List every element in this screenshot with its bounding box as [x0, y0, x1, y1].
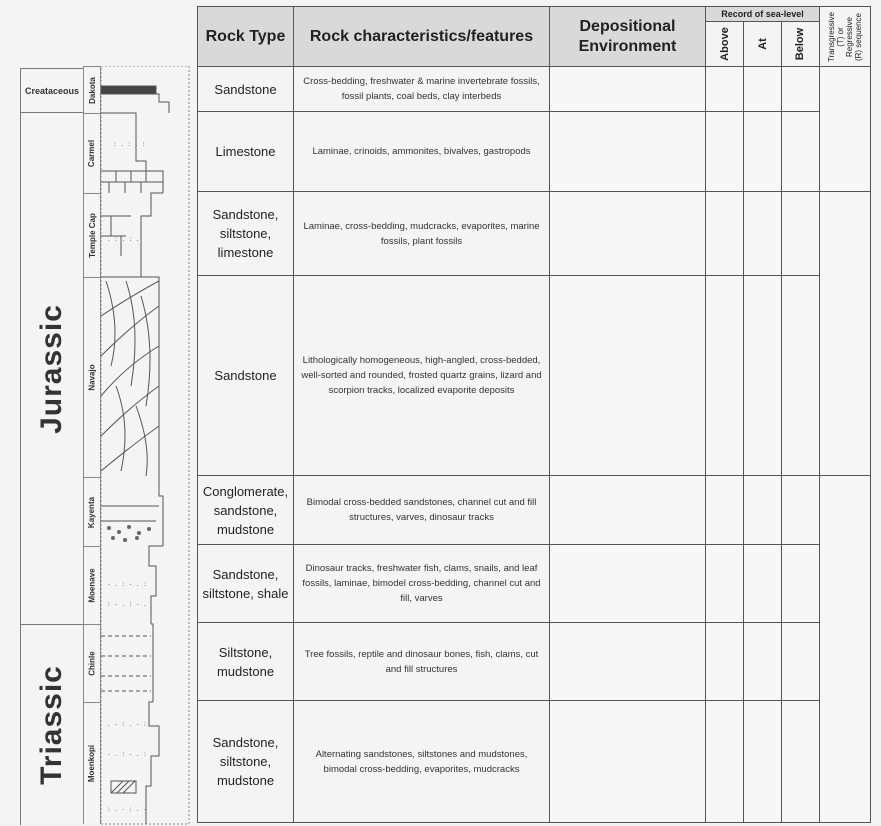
formation-moenave-label: Moenave — [87, 568, 97, 603]
features-cell — [294, 623, 550, 701]
formation-carmel-label: Carmel — [87, 139, 97, 168]
sea-level-above-cell[interactable] — [706, 192, 744, 276]
rock-type-text: Sandstone — [214, 368, 277, 383]
period-cretaceous — [20, 68, 83, 113]
sea-level-below-cell[interactable] — [782, 701, 820, 823]
sea-level-below-cell[interactable] — [782, 67, 820, 112]
environment-input-cell[interactable] — [550, 545, 706, 623]
rock-type-cell — [198, 476, 294, 545]
svg-text:. : . : .: . : . : . — [107, 236, 140, 243]
environment-input-cell[interactable] — [550, 623, 706, 701]
rock-type-text: mudstone — [216, 521, 275, 537]
features-text: fossils, laminae, bimodel cross-bedding, channel cut and — [302, 578, 541, 589]
svg-text:: . - : . -: : . - : . - — [107, 806, 147, 813]
sea-level-at-cell[interactable] — [744, 623, 782, 701]
sea-level-below-cell[interactable] — [782, 545, 820, 623]
header-sea-level: Record of sea-level — [706, 7, 820, 22]
environment-input-cell[interactable] — [550, 192, 706, 276]
formation-moenkopi — [83, 702, 101, 824]
header-below-label: Below — [794, 27, 807, 61]
sea-level-at-cell[interactable] — [744, 112, 782, 192]
sea-level-at-cell[interactable] — [744, 192, 782, 276]
svg-text:: . : . :: : . : . : — [113, 141, 146, 148]
features-cell — [294, 276, 550, 476]
features-text: Laminae, crinoids, ammonites, bivalves, gastropods — [312, 146, 531, 157]
rock-type-cell — [198, 545, 294, 623]
period-jurassic — [20, 112, 83, 625]
stratigraphy-table — [197, 6, 871, 823]
rock-type-text: Sandstone, — [212, 735, 279, 750]
sea-level-above-cell[interactable] — [706, 476, 744, 545]
rock-type-cell — [198, 192, 294, 276]
features-cell — [294, 545, 550, 623]
formation-temple-cap — [83, 193, 101, 277]
rock-type-text: limestone — [217, 245, 274, 260]
environment-input-cell[interactable] — [550, 276, 706, 476]
sequence-cell[interactable] — [820, 192, 871, 476]
header-features: Rock characteristics/features — [294, 7, 550, 67]
formation-kayenta — [83, 477, 101, 546]
sea-level-above-cell[interactable] — [706, 67, 744, 112]
svg-text:: - . : - .: : - . : - . — [107, 601, 147, 608]
sea-level-at-cell[interactable] — [744, 545, 782, 623]
rock-type-text: Sandstone, — [212, 207, 279, 222]
features-text: fill, varves — [400, 593, 443, 604]
sea-level-at-cell[interactable] — [744, 701, 782, 823]
features-text: Cross-bedding, freshwater & marine invertebrate fossils, — [303, 76, 540, 87]
table-row — [198, 545, 871, 623]
svg-text:- . : - . :: - . : - . : — [107, 581, 147, 588]
formation-temple-cap-label: Temple Cap — [87, 213, 97, 258]
features-cell — [294, 112, 550, 192]
period-triassic — [20, 624, 83, 825]
formation-dakota — [83, 66, 101, 113]
features-cell — [294, 67, 550, 112]
features-cell — [294, 701, 550, 823]
formation-chinle — [83, 624, 101, 702]
table-row — [198, 476, 871, 545]
features-text: bimodal cross-bedding, evaporites, mudcracks — [323, 763, 520, 775]
environment-input-cell[interactable] — [550, 476, 706, 545]
features-text: structures, varves, dinosaur tracks — [349, 512, 494, 523]
features-text: Dinosaur tracks, freshwater fish, clams, snails, and leaf — [305, 563, 538, 574]
formation-chinle-label: Chinle — [87, 651, 97, 676]
svg-text:. - : . - :: . - : . - : — [107, 721, 147, 728]
features-cell — [294, 476, 550, 545]
sea-level-at-cell[interactable] — [744, 276, 782, 476]
header-sequence-line-1: Transgressive — [826, 11, 836, 62]
header-sequence-line-2: (T) or — [835, 26, 845, 47]
formation-moenave — [83, 546, 101, 624]
header-environment: Depositional Environment — [550, 7, 706, 67]
features-cell — [294, 192, 550, 276]
formation-kayenta-label: Kayenta — [87, 496, 97, 528]
table-row — [198, 192, 871, 276]
formation-navajo-label: Navajo — [87, 364, 97, 391]
header-sequence-line-3: Regressive — [844, 16, 854, 57]
sea-level-above-cell[interactable] — [706, 276, 744, 476]
table-row — [198, 276, 871, 476]
rock-type-text: sandstone, — [213, 502, 278, 518]
features-text: fossils, plant fossils — [380, 235, 463, 247]
header-sequence-line-4: (R) sequence — [853, 12, 863, 61]
sea-level-above-cell[interactable] — [706, 623, 744, 701]
formation-carmel — [83, 113, 101, 193]
rock-type-cell — [198, 112, 294, 192]
rock-type-text: Sandstone, — [212, 566, 279, 582]
header-above — [706, 22, 744, 67]
sea-level-below-cell[interactable] — [782, 276, 820, 476]
features-text: scorpion tracks, localized evaporite deposits — [328, 385, 515, 396]
header-below — [782, 22, 820, 67]
formation-dakota-label: Dakota — [87, 76, 97, 104]
sea-level-above-cell[interactable] — [706, 545, 744, 623]
formation-moenkopi-label: Moenkopi — [87, 744, 97, 783]
features-text: Laminae, cross-bedding, mudcracks, evaporites, marine — [303, 220, 540, 232]
features-text: Lithologically homogeneous, high-angled, cross-bedded, — [302, 355, 541, 366]
table-row — [198, 701, 871, 823]
features-text: Bimodal cross-bedded sandstones, channel cut and fill — [306, 497, 537, 508]
header-sequence-text — [827, 12, 863, 62]
rock-type-cell — [198, 67, 294, 112]
rock-type-cell — [198, 701, 294, 823]
sequence-cell[interactable] — [820, 476, 871, 823]
environment-input-cell[interactable] — [550, 67, 706, 112]
sea-level-above-cell[interactable] — [706, 701, 744, 823]
rock-type-text: mudstone — [216, 663, 275, 679]
features-text: Alternating sandstones, siltstones and mudstones, — [315, 748, 528, 760]
period-jurassic-label: Jurassic — [35, 304, 69, 434]
sea-level-at-cell[interactable] — [744, 67, 782, 112]
features-text: fossil plants, coal beds, clay interbeds — [341, 91, 502, 102]
svg-text:- . : - . :: - . : - . : — [107, 751, 147, 758]
sequence-cell[interactable] — [820, 67, 871, 192]
table-row — [198, 112, 871, 192]
sea-level-below-cell[interactable] — [782, 112, 820, 192]
header-at-label: At — [756, 38, 769, 50]
formation-navajo — [83, 277, 101, 477]
features-text: and fill structures — [385, 663, 458, 675]
sea-level-below-cell[interactable] — [782, 476, 820, 545]
rock-type-text: siltstone, shale — [202, 585, 289, 601]
rock-type-text: Conglomerate, — [202, 483, 289, 499]
header-at — [744, 22, 782, 67]
rock-type-text: mudstone — [216, 773, 275, 788]
table-row — [198, 623, 871, 701]
lithology-drawing — [101, 66, 191, 826]
table-row — [198, 67, 871, 112]
period-triassic-label: Triassic — [35, 665, 69, 785]
stratigraphic-column — [0, 0, 200, 825]
sea-level-below-cell[interactable] — [782, 623, 820, 701]
sea-level-below-cell[interactable] — [782, 192, 820, 276]
table-header-row-1 — [198, 7, 871, 22]
rock-type-text: Siltstone, — [218, 644, 273, 660]
features-text: well-sorted and rounded, frosted quartz grains, lizard and — [301, 370, 542, 381]
rock-type-cell — [198, 276, 294, 476]
sea-level-above-cell[interactable] — [706, 112, 744, 192]
environment-input-cell[interactable] — [550, 112, 706, 192]
environment-input-cell[interactable] — [550, 701, 706, 823]
rock-type-cell — [198, 623, 294, 701]
header-rock-type: Rock Type — [198, 7, 294, 67]
features-text: Tree fossils, reptile and dinosaur bones, fish, clams, cut — [304, 648, 539, 660]
header-above-label: Above — [718, 27, 731, 61]
rock-type-text: Sandstone — [214, 81, 277, 97]
sea-level-at-cell[interactable] — [744, 476, 782, 545]
rock-type-text: Limestone — [215, 144, 276, 159]
period-cretaceous-label: Creataceous — [24, 86, 80, 96]
header-sequence — [820, 7, 871, 67]
rock-type-text: siltstone, — [219, 226, 272, 241]
rock-type-text: siltstone, — [219, 754, 272, 769]
